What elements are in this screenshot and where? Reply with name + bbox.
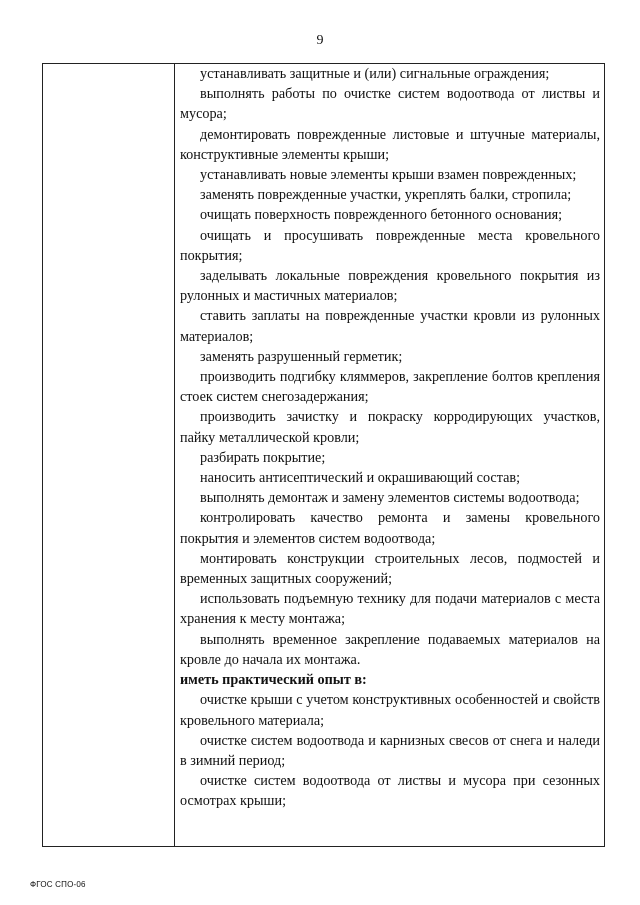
list-paragraph: очистке крыши с учетом конструктивных особенностей и свойств кровельного материала; — [180, 692, 600, 729]
footer-label: ФГОС СПО-06 — [30, 880, 86, 889]
section-heading: иметь практический опыт в: — [180, 672, 367, 689]
list-paragraph: очищать и просушивать поврежденные места кровельного покрытия; — [180, 227, 600, 264]
list-paragraph: выполнять работы по очистке систем водоотвода от листвы и мусора; — [180, 86, 600, 123]
list-paragraph: заменять поврежденные участки, укреплять балки, стропила; — [200, 187, 572, 204]
list-paragraph: демонтировать поврежденные листовые и штучные материалы, конструктивные элементы крыши; — [180, 126, 600, 163]
table-right-cell — [180, 64, 600, 812]
list-paragraph: наносить антисептический и окрашивающий состав; — [200, 470, 521, 487]
list-paragraph: ставить заплаты на поврежденные участки кровли из рулонных материалов; — [180, 308, 600, 345]
list-paragraph: производить подгибку кляммеров, закрепление болтов крепления стоек систем снегозадержания; — [180, 369, 600, 406]
list-paragraph: производить зачистку и покраску корродирующих участков, пайку металлической кровли; — [180, 409, 600, 446]
list-paragraph: устанавливать защитные и (или) сигнальные ограждения; — [200, 66, 550, 82]
list-paragraph: заменять разрушенный герметик; — [200, 348, 403, 365]
list-paragraph: использовать подъемную технику для подачи материалов с места хранения к месту монтажа; — [180, 591, 600, 628]
list-paragraph: очищать поверхность поврежденного бетонного основания; — [200, 207, 563, 224]
list-paragraph: устанавливать новые элементы крыши взамен поврежденных; — [200, 167, 577, 184]
list-paragraph: очистке систем водоотвода от листвы и мусора при сезонных осмотрах крыши; — [180, 773, 600, 810]
list-paragraph: заделывать локальные повреждения кровельного покрытия из рулонных и мастичных материалов; — [180, 268, 600, 305]
list-paragraph: монтировать конструкции строительных лесов, подмостей и временных защитных сооружений; — [180, 550, 600, 588]
list-paragraph: контролировать качество ремонта и замены кровельного покрытия и элементов систем водоотвода; — [180, 510, 600, 547]
list-paragraph: разбирать покрытие; — [200, 449, 326, 466]
list-paragraph: выполнять демонтаж и замену элементов системы водоотвода; — [200, 490, 580, 507]
list-paragraph: выполнять временное закрепление подаваемых материалов на кровле до начала их монтажа. — [180, 631, 600, 668]
column-divider — [174, 63, 175, 847]
page-number: 9 — [316, 33, 324, 48]
list-paragraph: очистке систем водоотвода и карнизных свесов от снега и наледи в зимний период; — [180, 732, 600, 769]
